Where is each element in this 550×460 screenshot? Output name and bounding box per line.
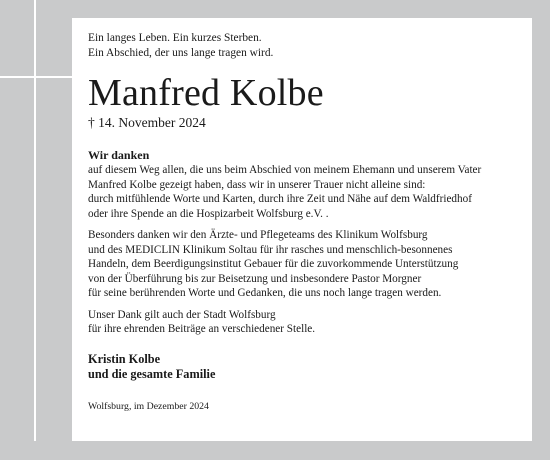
thanks-heading: Wir danken — [88, 148, 150, 162]
deceased-name: Manfred Kolbe — [88, 72, 324, 114]
cross-horizontal-bar — [0, 76, 72, 78]
thanks-paragraph-3 — [88, 308, 516, 337]
thanks-paragraph-1 — [88, 163, 516, 221]
thanks-paragraph-2 — [88, 228, 516, 301]
place-date: Wolfsburg, im Dezember 2024 — [88, 400, 209, 412]
text-line: von der Überführung bis zur Beisetzung und insbesondere Pastor Morgner — [88, 272, 422, 285]
signature-line: und die gesamte Familie — [88, 366, 216, 381]
text-line: Unser Dank gilt auch der Stadt Wolfsburg — [88, 308, 276, 321]
text-line: Besonders danken wir den Ärzte- und Pflegeteams des Klinikum Wolfsburg — [88, 229, 428, 241]
text-line: durch mitfühlende Worte und Karten, durch ihre Zeit und Nähe auf dem Waldfriedhof — [88, 193, 472, 205]
signature-line: Kristin Kolbe — [88, 351, 161, 366]
text-line: und des MEDICLIN Klinikum Soltau für ihr rasches und menschlich-besonnenes — [88, 243, 453, 256]
death-date: † 14. November 2024 — [88, 115, 206, 130]
motto-line: Ein Abschied, der uns lange tragen wird. — [88, 46, 274, 59]
motto-line: Ein langes Leben. Ein kurzes Sterben. — [88, 32, 262, 44]
obituary-card — [72, 18, 532, 441]
motto — [88, 31, 516, 60]
text-line: für ihre ehrenden Beiträge an verschiedener Stelle. — [88, 323, 316, 335]
signature — [88, 352, 516, 382]
text-line: auf diesem Weg allen, die uns beim Abschied von meinem Ehemann und unserem Vater — [88, 164, 482, 176]
text-line: für seine berührenden Worte und Gedanken, die uns noch lange tragen werden. — [88, 287, 442, 299]
text-line: Manfred Kolbe gezeigt haben, dass wir in unserer Trauer nicht alleine sind: — [88, 178, 426, 191]
text-line: oder ihre Spende an die Hospizarbeit Wolfsburg e.V. . — [88, 207, 329, 220]
cross-vertical-bar — [34, 0, 36, 441]
text-line: Handeln, dem Beerdigungsinstitut Gebauer für die zuvorkommende Unterstützung — [88, 258, 459, 270]
